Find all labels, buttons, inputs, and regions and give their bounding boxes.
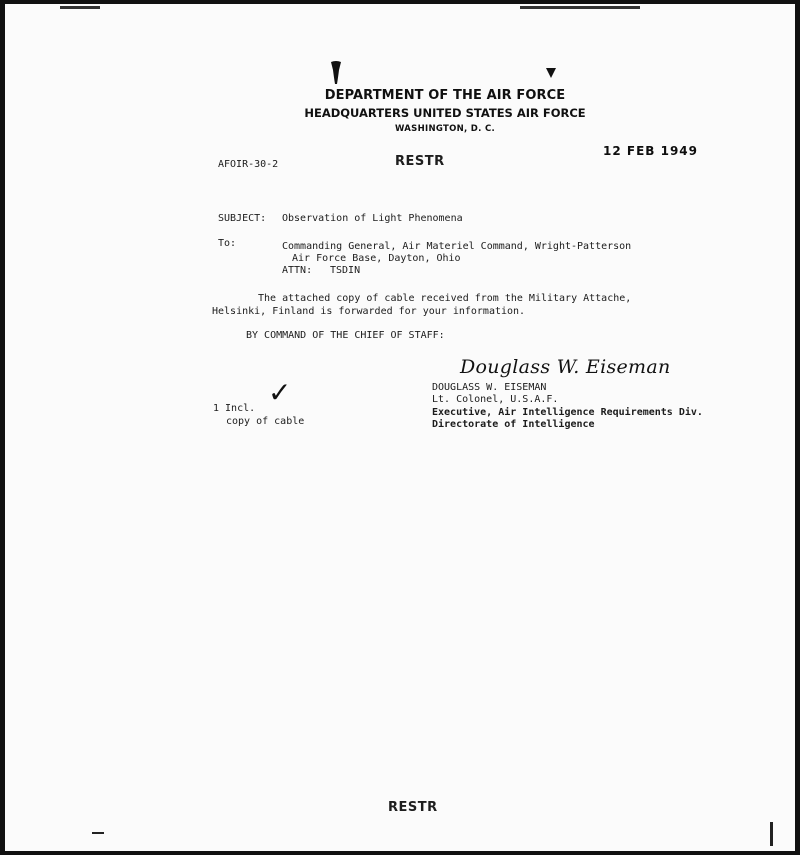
body-line-1: The attached copy of cable received from the Military Attache, (258, 293, 632, 304)
scan-artifact (92, 832, 104, 834)
subject-text: Observation of Light Phenomena (282, 213, 463, 224)
letterhead-location: WASHINGTON, D. C. (394, 124, 496, 134)
scan-border-bottom (0, 851, 800, 855)
subject-label: SUBJECT: (218, 213, 267, 224)
letterhead-headquarters: HEADQUARTERS UNITED STATES AIR FORCE (304, 106, 586, 120)
body-line-2: Helsinki, Finland is forwarded for your information. (212, 306, 526, 317)
attn-label: ATTN: (282, 265, 313, 276)
file-reference: AFOIR-30-2 (218, 159, 279, 170)
signer-rank: Lt. Colonel, U.S.A.F. (432, 394, 559, 405)
letterhead-department: DEPARTMENT OF THE AIR FORCE (324, 88, 566, 103)
handwritten-signature: Douglass W. Eiseman (460, 356, 671, 378)
classification-stamp-top: RESTR (395, 154, 445, 169)
hole-punch-right (545, 66, 557, 80)
scan-border-left (0, 0, 5, 855)
command-line: BY COMMAND OF THE CHIEF OF STAFF: (246, 330, 445, 341)
scan-artifact (60, 6, 100, 9)
scan-border-top (0, 0, 800, 4)
to-line-1: Commanding General, Air Materiel Command, Wright-Patterson (282, 241, 632, 252)
scan-border-right (795, 0, 800, 855)
to-label: To: (218, 238, 237, 249)
letterhead (300, 88, 590, 134)
hole-punch-left (328, 60, 344, 86)
date-stamp: 12 FEB 1949 (603, 144, 698, 158)
attn-value: TSDIN (330, 265, 361, 276)
signer-office: Directorate of Intelligence (432, 419, 595, 430)
classification-stamp-bottom: RESTR (388, 800, 438, 815)
enclosure-description: copy of cable (226, 416, 305, 427)
signer-name: DOUGLASS W. EISEMAN (432, 382, 547, 393)
scan-artifact (520, 6, 640, 9)
signer-title: Executive, Air Intelligence Requirements Div. (432, 407, 703, 418)
to-line-2: Air Force Base, Dayton, Ohio (292, 253, 461, 264)
scan-artifact (770, 822, 773, 846)
check-mark: ✓ (268, 376, 292, 409)
enclosure-count: 1 Incl. (213, 403, 256, 414)
